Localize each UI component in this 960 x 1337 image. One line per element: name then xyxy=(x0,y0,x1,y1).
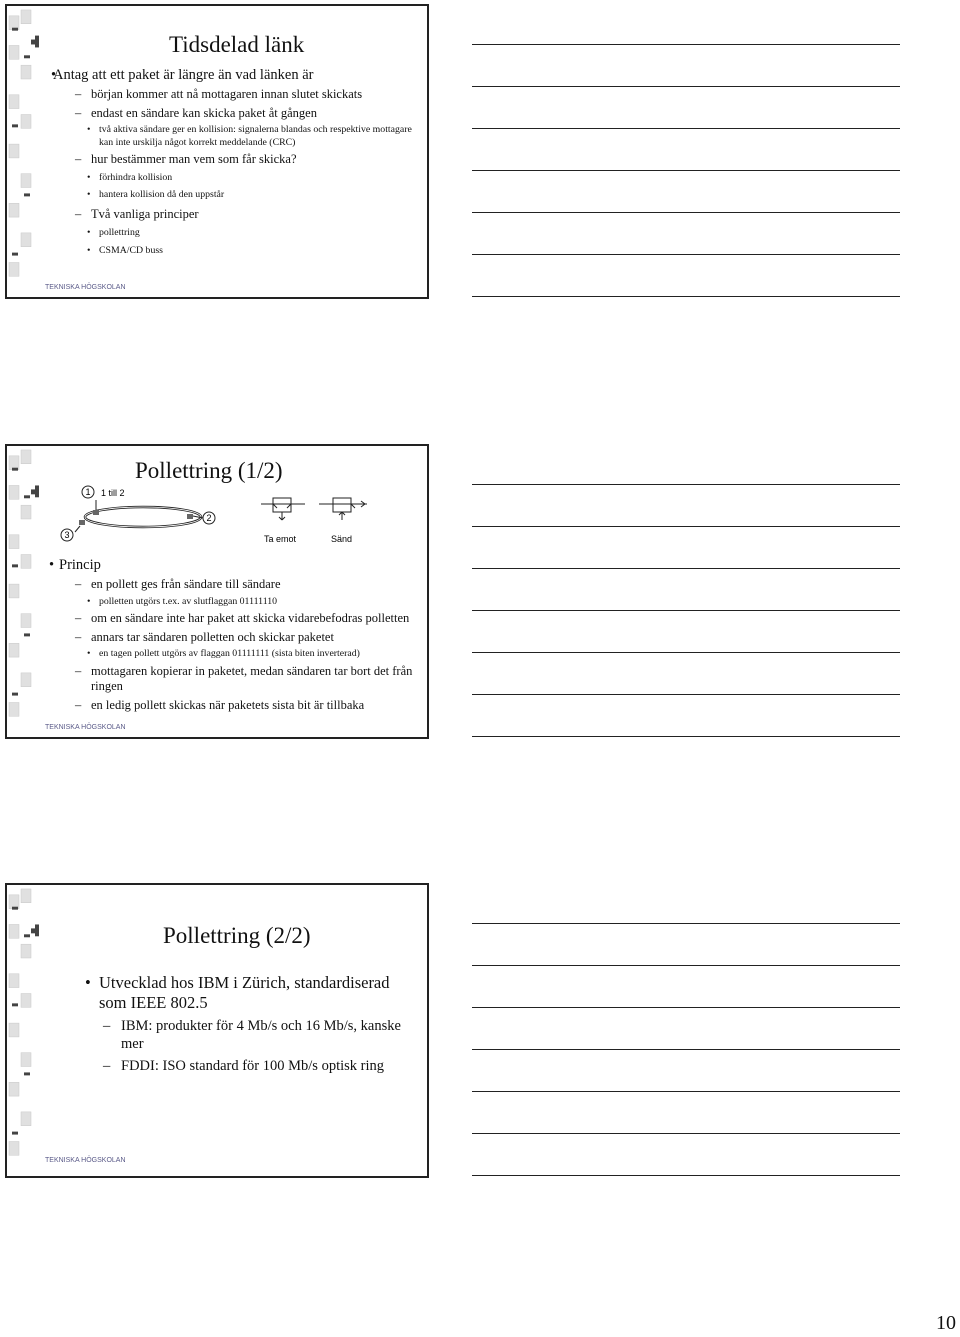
note-line xyxy=(472,1049,900,1050)
list-item: • hantera kollision då den uppstår xyxy=(83,189,425,202)
note-line xyxy=(472,212,900,213)
token-ring-diagram xyxy=(55,480,375,550)
lead-bullet: • Antag att ett paket är längre än vad länken är xyxy=(47,66,425,84)
node-3-label: 3 xyxy=(64,530,70,540)
note-line xyxy=(472,128,900,129)
note-line xyxy=(472,86,900,87)
note-line xyxy=(472,296,900,297)
list-item: – FDDI: ISO standard för 100 Mb/s optisk ring xyxy=(103,1057,411,1075)
list-item: – början kommer att nå mottagaren innan slutet skickats xyxy=(75,87,425,103)
note-line xyxy=(472,1091,900,1092)
note-line xyxy=(472,254,900,255)
slide-content xyxy=(45,556,425,713)
label-ta-emot: Ta emot xyxy=(264,534,297,544)
note-line xyxy=(472,736,900,737)
slide-decor-strip xyxy=(7,6,43,297)
school-logo xyxy=(45,1157,126,1165)
decorative-pattern-icon xyxy=(7,446,43,737)
note-line xyxy=(472,610,900,611)
send-switch-icon xyxy=(319,498,367,520)
slide-1 xyxy=(5,4,429,299)
note-line xyxy=(472,526,900,527)
slide-title: Pollettring (1/2) xyxy=(135,458,283,483)
note-line xyxy=(472,484,900,485)
list-item: – hur bestämmer man vem som får skicka? xyxy=(75,152,425,168)
slide-decor-strip xyxy=(7,885,43,1176)
note-line xyxy=(472,44,900,45)
note-line xyxy=(472,694,900,695)
logo-text: TEKNISKA HÖGSKOLAN xyxy=(45,284,126,291)
slide-title: Tidsdelad länk xyxy=(169,32,305,57)
station-node xyxy=(187,514,193,519)
lead-bullet: • Princip xyxy=(45,556,425,574)
receive-switch-icon xyxy=(261,498,305,520)
station-node xyxy=(93,510,99,515)
slide-decor-strip xyxy=(7,446,43,737)
note-line xyxy=(472,1175,900,1176)
note-line xyxy=(472,923,900,924)
logo-text: TEKNISKA HÖGSKOLAN xyxy=(45,724,126,731)
decorative-pattern-icon xyxy=(7,885,43,1176)
slide-2 xyxy=(5,444,429,739)
list-item: • två aktiva sändare ger en kollision: signalerna blandas och respektive mottagare kan inte urskilja något korrekt meddelande (CRC) xyxy=(83,124,425,149)
list-item: – Två vanliga principer xyxy=(75,207,425,223)
slide-content xyxy=(81,973,411,1075)
list-item: – annars tar sändaren polletten och skickar paketet xyxy=(75,630,425,646)
school-logo xyxy=(45,284,126,292)
school-logo xyxy=(45,724,126,732)
list-item: • CSMA/CD buss xyxy=(83,245,425,258)
station-node xyxy=(79,520,85,525)
note-line xyxy=(472,652,900,653)
note-line xyxy=(472,1007,900,1008)
list-item: • en tagen pollett utgörs av flaggan 01111111 (sista biten inverterad) xyxy=(83,648,425,661)
note-line xyxy=(472,1133,900,1134)
list-item: • polletten utgörs t.ex. av slutflaggan 01111110 xyxy=(83,596,425,609)
slide-content xyxy=(53,66,425,257)
node-2-label: 2 xyxy=(206,513,212,523)
list-item: – en pollett ges från sändare till sändare xyxy=(75,577,425,593)
list-item: – mottagaren kopierar in paketet, medan sändaren tar bort det från ringen xyxy=(75,664,425,695)
slide-title: Pollettring (2/2) xyxy=(163,923,311,948)
list-item: – om en sändare inte har paket att skicka vidarebefodras polletten xyxy=(75,611,425,627)
node-1-label: 1 xyxy=(85,487,91,497)
note-line xyxy=(472,965,900,966)
page-number: 10 xyxy=(936,1312,956,1334)
logo-text: TEKNISKA HÖGSKOLAN xyxy=(45,1157,126,1164)
note-line xyxy=(472,170,900,171)
label-1-till-2: 1 till 2 xyxy=(101,488,125,498)
lead-bullet: • Utvecklad hos IBM i Zürich, standardiserad som IEEE 802.5 xyxy=(81,973,411,1013)
list-item: – endast en sändare kan skicka paket åt gången xyxy=(75,106,425,122)
decorative-pattern-icon xyxy=(7,6,43,297)
list-item: • pollettring xyxy=(83,227,425,240)
list-item: – IBM: produkter för 4 Mb/s och 16 Mb/s, kanske mer xyxy=(103,1017,411,1053)
label-sand: Sänd xyxy=(331,534,353,544)
list-item: – en ledig pollett skickas när paketets sista bit är tillbaka xyxy=(75,698,425,714)
slide-3 xyxy=(5,883,429,1178)
list-item: • förhindra kollision xyxy=(83,172,425,185)
note-line xyxy=(472,568,900,569)
